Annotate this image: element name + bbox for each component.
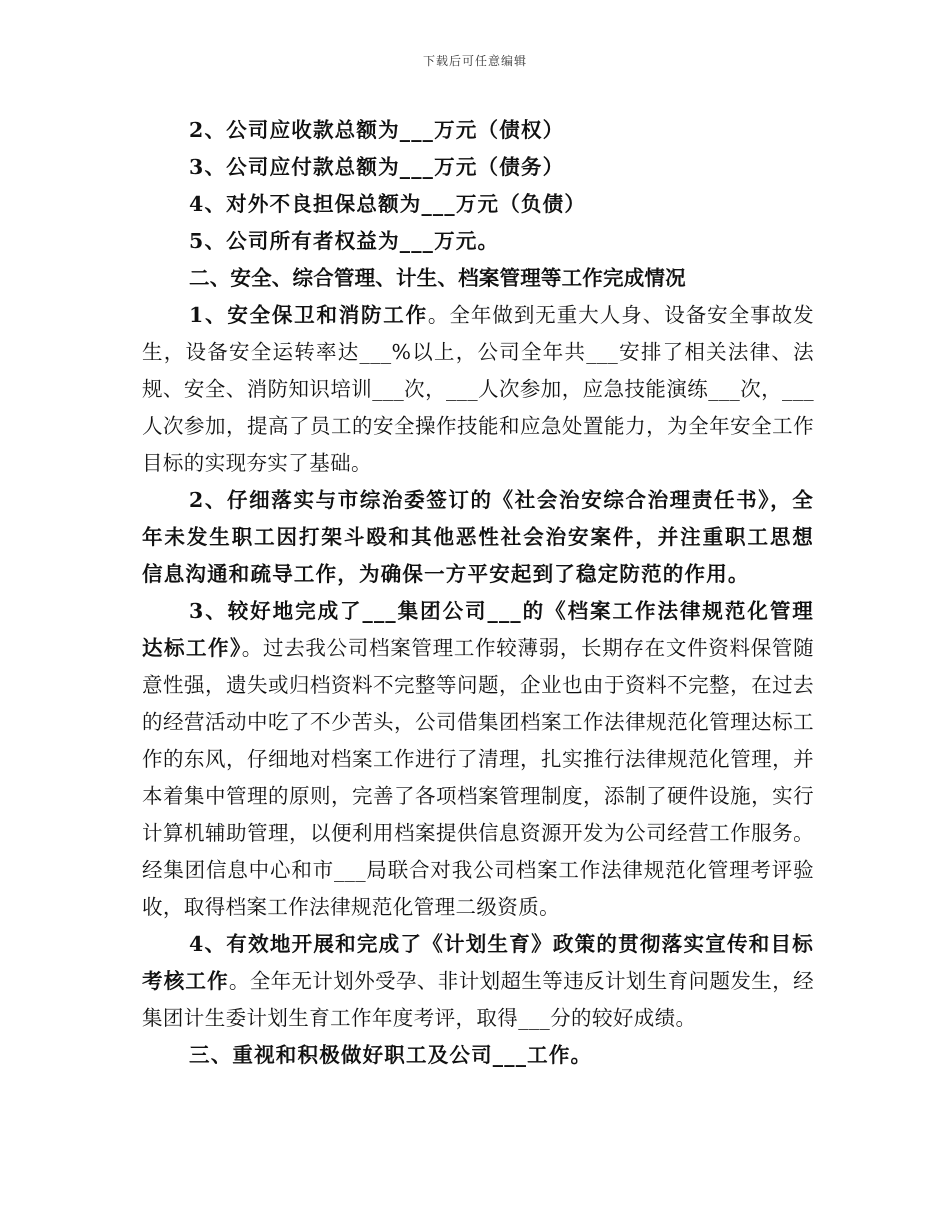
paragraph-archives-body: 。过去我公司档案管理工作较薄弱，长期存在文件资料保管随意性强，遗失或归档资料不完整等问题，企业也由于资料不完整，在过去的经营活动中吃了不少苦头，公司借集团档案工作法律规范化管理达标工作的东风，仔细地对档案工作进行了清理，扎实推行法律规范化管理，并本着集中管理的原则，完善了各项档案管理制度，添制了硬件设施，实行计算机辅助管理，以便利用档案提供信息资源开发为公司经营工作服务。经集团信息中心和市___局联合对我公司档案工作法律规范化管理考评验收，取得档案工作法律规范化管理二级资质。	[142, 636, 814, 919]
item-4-guarantees: 4、对外不良担保总额为___万元（负债）	[189, 192, 587, 216]
section-2-heading: 二、安全、综合管理、计生、档案管理等工作完成情况	[189, 266, 686, 290]
item-5-equity: 5、公司所有者权益为___万元。	[189, 229, 500, 253]
item-2-receivables: 2、公司应收款总额为___万元（债权）	[189, 118, 565, 142]
paragraph-public-security: 2、仔细落实与市综治委签订的《社会治安综合治理责任书》，全年未发生职工因打架斗殴和其他恶性社会治安案件，并注重职工思想信息沟通和疏导工作，为确保一方平安起到了稳定防范的作用。	[142, 488, 814, 586]
paragraph-family-planning-title: 4、有效地开展和完成了《计划生育》政策的贯彻落实宣传和目标考核工作	[142, 932, 814, 993]
paragraph-archives-title: 3、较好地完成了___集团公司___的《档案工作法律规范化管理达标工作》	[142, 599, 814, 660]
paragraph-family-planning	[142, 926, 814, 1037]
paragraph-safety	[142, 297, 814, 482]
item-3-payables: 3、公司应付款总额为___万元（债务）	[189, 155, 565, 179]
paragraph-safety-body: 。全年做到无重大人身、设备安全事故发生，设备安全运转率达___%以上，公司全年共___安排了相关法律、法规、安全、消防知识培训___次，___人次参加，应急技能演练___次，___人次参加，提高了员工的安全操作技能和应急处置能力，为全年安全工作目标的实现夯实了基础。	[142, 303, 815, 475]
document-body	[142, 112, 814, 1074]
paragraph-family-planning-body: 。全年无计划外受孕、非计划超生等违反计划生育问题发生，经集团计生委计划生育工作年度考评，取得___分的较好成绩。	[142, 969, 815, 1030]
paragraph-archives	[142, 593, 814, 926]
section-3-heading: 三、重视和积极做好职工及公司___工作。	[189, 1043, 593, 1067]
page-header: 下载后可任意编辑	[422, 54, 527, 68]
paragraph-safety-title: 1、安全保卫和消防工作	[189, 303, 428, 327]
